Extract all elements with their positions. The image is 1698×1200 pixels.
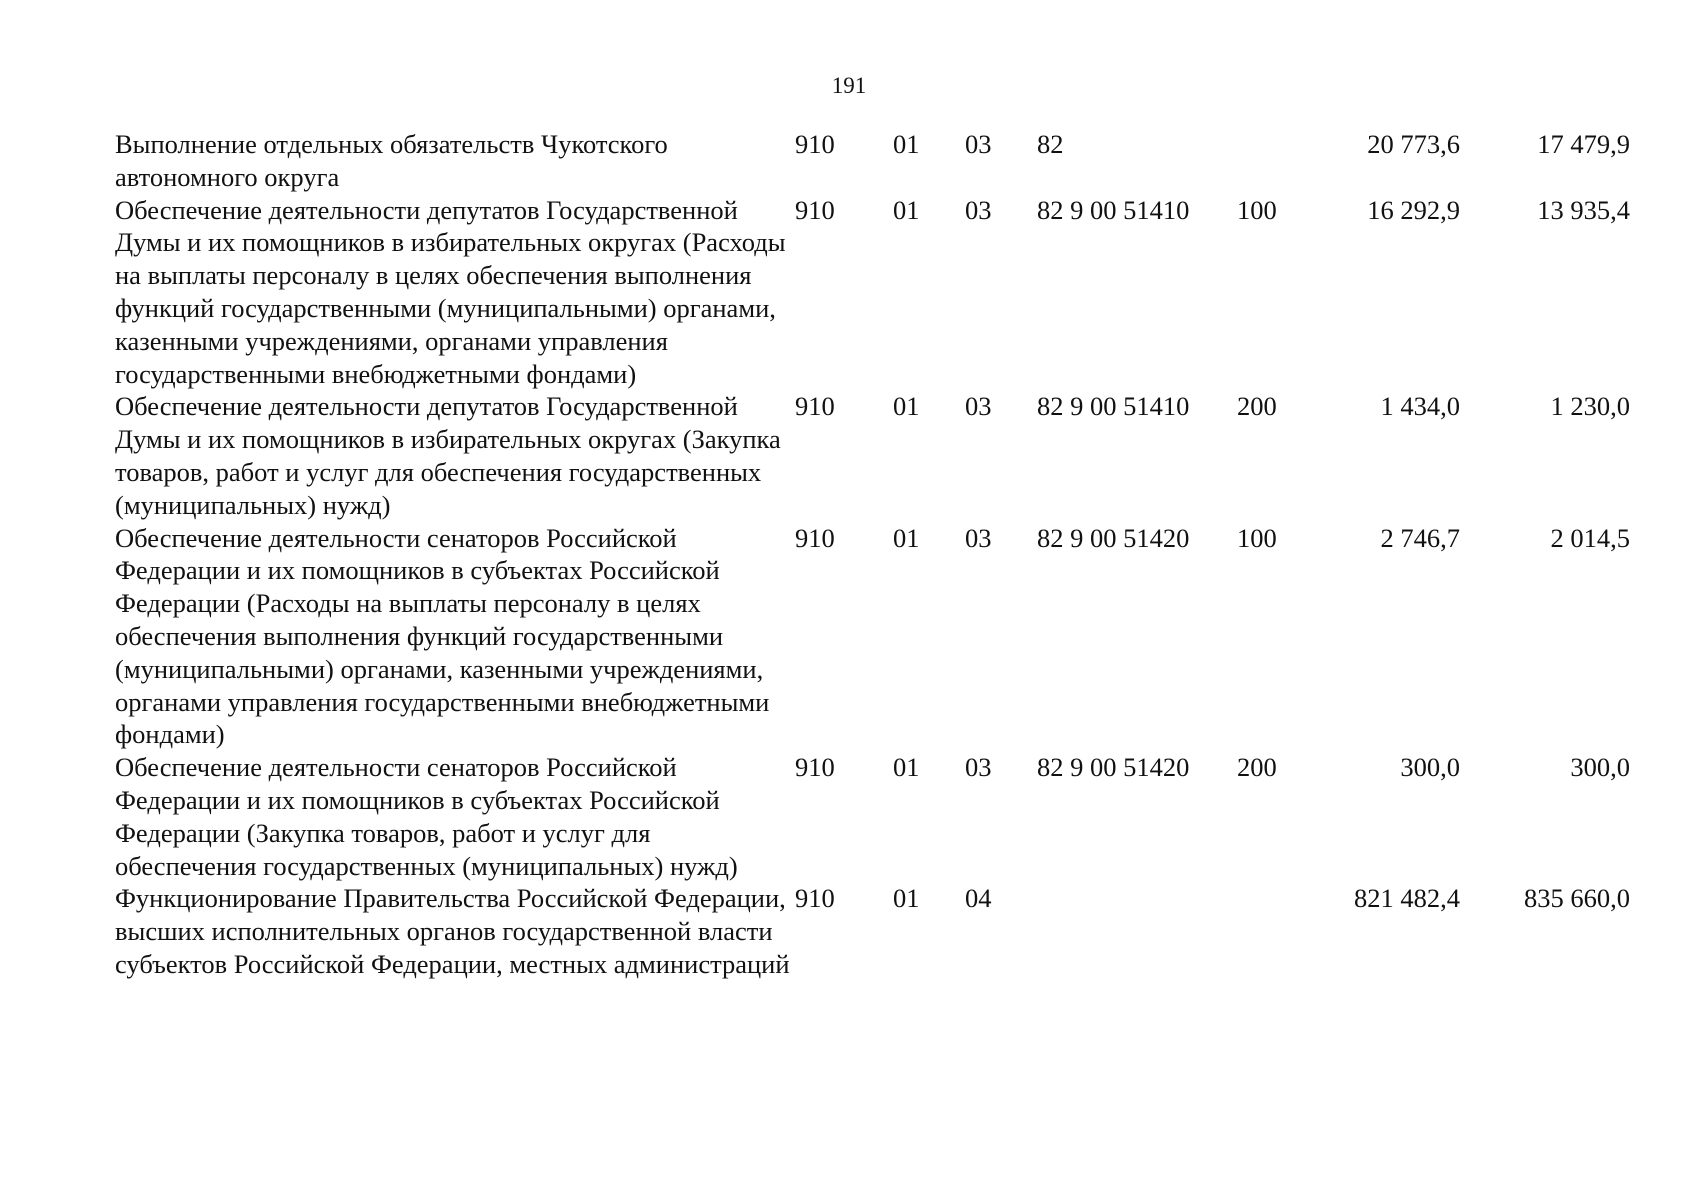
row-name: Выполнение отдельных обязательств Чукотского автономного округа bbox=[115, 129, 668, 192]
row-subsection: 04 bbox=[965, 883, 992, 914]
row-section: 01 bbox=[893, 522, 920, 553]
row-target-article: 82 9 00 51410 bbox=[1037, 194, 1190, 225]
table-row bbox=[115, 390, 1655, 521]
row-value-1: 16 292,9 bbox=[1367, 194, 1460, 225]
row-value-1: 300,0 bbox=[1400, 752, 1460, 783]
row-expense-type: 200 bbox=[1237, 391, 1277, 422]
row-target-article: 82 bbox=[1037, 129, 1064, 159]
row-target-article: 82 9 00 51410 bbox=[1037, 391, 1190, 422]
row-expense-type: 200 bbox=[1237, 752, 1277, 783]
row-admin-code: 910 bbox=[795, 522, 835, 553]
budget-table bbox=[115, 128, 1655, 981]
table-row bbox=[115, 194, 1655, 391]
row-section: 01 bbox=[893, 883, 920, 914]
row-subsection: 03 bbox=[965, 194, 992, 225]
row-expense-type: 100 bbox=[1237, 522, 1277, 553]
row-section: 01 bbox=[893, 129, 920, 159]
row-name: Обеспечение деятельности депутатов Государственной Думы и их помощников в избирательных округах (Закупка товаров, работ и услуг для обеспечения государственных (муниципальных) нужд) bbox=[115, 391, 781, 520]
row-section: 01 bbox=[893, 752, 920, 783]
row-value-1: 821 482,4 bbox=[1354, 883, 1460, 914]
row-admin-code: 910 bbox=[795, 752, 835, 783]
table-row bbox=[115, 128, 1655, 194]
row-subsection: 03 bbox=[965, 391, 992, 422]
row-admin-code: 910 bbox=[795, 194, 835, 225]
row-value-2: 835 660,0 bbox=[1524, 883, 1630, 914]
row-subsection: 03 bbox=[965, 129, 992, 159]
row-name: Обеспечение деятельности сенаторов Российской Федерации и их помощников в субъектах Российской Федерации (Расходы на выплаты персоналу в целях обеспечения выполнения функций государственными (муниципальными) органами, казенными учреждениями, органами управления государственными внебюджетными фондами) bbox=[115, 522, 770, 750]
row-target-article: 82 9 00 51420 bbox=[1037, 752, 1190, 783]
row-value-1: 1 434,0 bbox=[1380, 391, 1460, 422]
row-section: 01 bbox=[893, 391, 920, 422]
row-value-1: 2 746,7 bbox=[1380, 522, 1460, 553]
row-value-2: 17 479,9 bbox=[1537, 129, 1630, 159]
row-target-article: 82 9 00 51420 bbox=[1037, 522, 1190, 553]
row-value-2: 300,0 bbox=[1570, 752, 1630, 783]
row-value-1: 20 773,6 bbox=[1367, 129, 1460, 159]
table-row bbox=[115, 522, 1655, 752]
table-row bbox=[115, 882, 1655, 980]
table-row bbox=[115, 751, 1655, 882]
row-name: Обеспечение деятельности сенаторов Российской Федерации и их помощников в субъектах Российской Федерации (Закупка товаров, работ и услуг для обеспечения государственных (муниципальных) нужд) bbox=[115, 752, 738, 881]
row-name: Обеспечение деятельности депутатов Государственной Думы и их помощников в избирательных округах (Расходы на выплаты персоналу в целях обеспечения выполнения функций государственными (муниципальными) органами, казенными учреждениями, органами управления государственными внебюджетными фондами) bbox=[115, 194, 786, 389]
row-admin-code: 910 bbox=[795, 129, 835, 159]
page-number: 191 bbox=[831, 73, 867, 98]
row-subsection: 03 bbox=[965, 522, 992, 553]
row-admin-code: 910 bbox=[795, 883, 835, 914]
row-admin-code: 910 bbox=[795, 391, 835, 422]
row-section: 01 bbox=[893, 194, 920, 225]
row-value-2: 2 014,5 bbox=[1550, 522, 1630, 553]
row-name: Функционирование Правительства Российской Федерации, высших исполнительных органов государственной власти субъектов Российской Федерации, местных администраций bbox=[115, 883, 790, 979]
row-subsection: 03 bbox=[965, 752, 992, 783]
row-value-2: 13 935,4 bbox=[1537, 194, 1630, 225]
row-expense-type: 100 bbox=[1237, 194, 1277, 225]
row-value-2: 1 230,0 bbox=[1550, 391, 1630, 422]
